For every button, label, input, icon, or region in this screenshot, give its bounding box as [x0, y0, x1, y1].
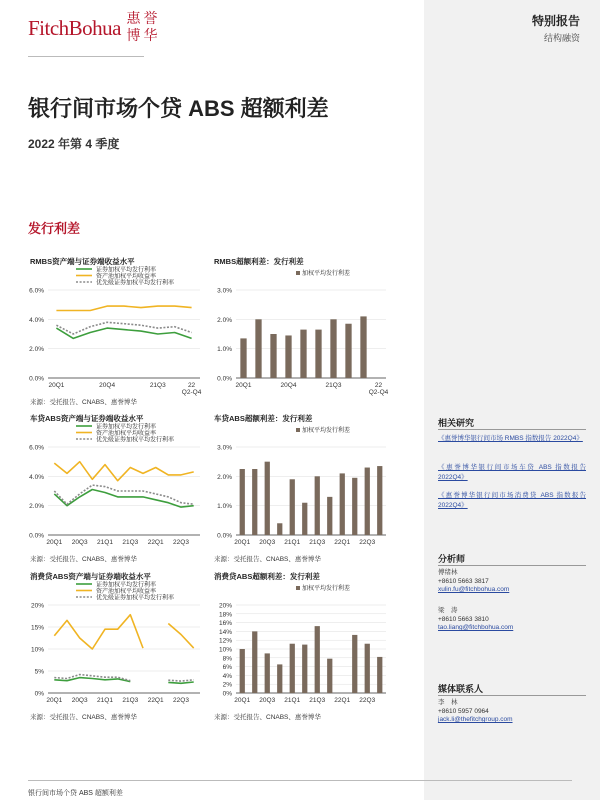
x-tick-label: 21Q3: [309, 539, 326, 546]
bar: [352, 478, 357, 535]
seal-char: 惠: [126, 11, 141, 27]
report-type: [532, 12, 580, 44]
x-tick-label: 21Q3: [122, 697, 139, 704]
x-tick-label: 20Q4: [280, 382, 297, 389]
divider: [438, 695, 586, 696]
bar: [315, 476, 320, 535]
consumer-spread-bar-chart: [214, 581, 388, 711]
bar: [270, 334, 276, 378]
fitchbohua-logo: [28, 8, 159, 48]
x-tick-label: 21Q3: [122, 539, 139, 546]
y-tick-label: 6.0%: [29, 287, 44, 295]
section-title: 发行利差: [28, 221, 81, 236]
bar: [327, 497, 332, 535]
bar: [240, 469, 245, 535]
seal-char: 华: [143, 28, 158, 44]
y-tick-label: 18%: [218, 611, 232, 619]
bar: [300, 330, 306, 378]
y-tick-label: 0%: [34, 690, 44, 698]
media-contact-heading: 媒体联系人: [438, 684, 484, 694]
x-tick-label: 20Q1: [48, 382, 65, 389]
media-name: 李 林: [438, 699, 458, 706]
x-tick-label: 20Q4: [99, 382, 116, 389]
chart-title: 消费贷ABS超额利差：发行利差: [214, 572, 320, 581]
y-tick-label: 20%: [218, 602, 232, 610]
bar: [277, 664, 282, 693]
chart-source: 来源：受托报告、CNABS、惠誉博华: [214, 714, 321, 721]
seal-char: 誉: [143, 11, 158, 27]
x-tick-label: 22Q3: [359, 697, 376, 704]
legend-swatch: [296, 271, 300, 275]
analyst-email[interactable]: xulin.fu@fitchbohua.com: [438, 586, 510, 593]
footer-text: 银行间市场个贷 ABS 超额利差: [28, 790, 123, 797]
chart-title: RMBS超额利差：发行利差: [214, 257, 304, 266]
bar: [365, 468, 370, 535]
chart-source: 来源：受托报告、CNABS、惠誉博华: [30, 714, 137, 721]
bar: [290, 644, 295, 693]
logo-seal: [125, 11, 159, 45]
legend-label: 优先级证券加权平均发行利率: [96, 280, 175, 287]
related-research-heading: 相关研究: [438, 418, 475, 428]
legend-label: 证券加权平均发行利率: [96, 424, 157, 431]
consumer-yield-line-chart: [30, 581, 212, 711]
x-tick-label: 20Q3: [71, 539, 88, 546]
bar: [315, 330, 321, 378]
rmbs-spread-bar-chart: [214, 266, 388, 398]
y-tick-label: 12%: [218, 637, 232, 645]
auto-spread-bar-chart: [214, 423, 388, 553]
chart-title: 车贷ABS资产端与证券端收益水平: [30, 414, 144, 423]
analyst-card: [438, 569, 509, 595]
y-tick-label: 0.0%: [217, 532, 232, 540]
y-tick-label: 10%: [30, 646, 44, 654]
chart-title: 车贷ABS超额利差：发行利差: [214, 414, 313, 423]
legend-label: 资产池加权平均收益率: [96, 430, 157, 437]
bar: [285, 335, 291, 378]
page-subtitle: 2022 年第 4 季度: [28, 137, 120, 151]
analyst-name: 梁 涛: [438, 607, 458, 614]
x-tick-label: 22: [374, 382, 383, 389]
series-line-2: [54, 462, 193, 481]
legend-swatch: [296, 428, 300, 432]
auto-yield-line-chart: [30, 423, 212, 553]
bar: [255, 319, 261, 378]
page-title: 银行间市场个贷 ABS 超额利差: [28, 96, 329, 121]
y-tick-label: 0.0%: [217, 375, 232, 383]
y-tick-label: 1.0%: [217, 503, 232, 511]
chart-title: 消费贷ABS资产端与证券端收益水平: [30, 572, 151, 581]
y-tick-label: 2.0%: [29, 346, 44, 354]
media-phone: +8610 5957 0964: [438, 707, 489, 715]
x-tick-label: 20Q1: [46, 539, 63, 546]
x-tick-label: 21Q3: [325, 382, 342, 389]
legend-label: 优先级证券加权平均发行利率: [96, 595, 175, 602]
y-tick-label: 4.0%: [29, 316, 44, 324]
y-tick-label: 10%: [218, 646, 232, 654]
series-line-3: [168, 680, 193, 681]
y-tick-label: 3.0%: [217, 444, 232, 452]
analyst-email[interactable]: tao.liang@fitchbohua.com: [438, 624, 514, 631]
bar: [345, 324, 351, 378]
y-tick-label: 2.0%: [217, 316, 232, 324]
y-tick-label: 16%: [218, 620, 232, 628]
bar: [377, 466, 382, 535]
legend-label: 资产池加权平均收益率: [96, 273, 157, 280]
bar: [327, 659, 332, 693]
series-line-1: [168, 682, 193, 683]
analyst-card: [438, 607, 513, 633]
x-tick-label: 22Q3: [359, 539, 376, 546]
y-tick-label: 5%: [34, 668, 44, 676]
bar: [277, 523, 282, 535]
series-line-3: [54, 485, 193, 504]
y-tick-label: 4%: [222, 672, 232, 680]
bar: [330, 319, 336, 378]
legend-label: 加权平均发行利差: [302, 585, 351, 592]
y-tick-label: 0.0%: [29, 532, 44, 540]
x-tick-label: 21Q3: [149, 382, 166, 389]
legend-label: 证券加权平均发行利率: [96, 267, 157, 274]
y-tick-label: 2.0%: [217, 473, 232, 481]
report-category: 结构融资: [543, 33, 580, 43]
bar: [240, 338, 246, 378]
bar: [360, 316, 366, 378]
bar: [240, 649, 245, 693]
legend-swatch: [296, 586, 300, 590]
x-tick-label: 21Q1: [97, 697, 113, 704]
y-tick-label: 3.0%: [217, 287, 232, 295]
x-tick-label: 20Q3: [259, 539, 276, 546]
legend-label: 资产池加权平均收益率: [96, 588, 157, 595]
x-tick-label: Q2-Q4: [181, 389, 202, 396]
sidebar-panel: [424, 0, 600, 800]
x-tick-label: 20Q3: [259, 697, 276, 704]
related-report-link[interactable]: 《惠誉博华银行间市场 RMBS 指数报告 2022Q4》: [438, 435, 583, 442]
chart-source: 来源：受托报告、CNABS、惠誉博华: [30, 556, 137, 563]
logo-divider: [28, 56, 144, 57]
x-tick-label: 22Q3: [173, 539, 189, 546]
bar: [302, 503, 307, 535]
analyst-phone: +8610 5663 3810: [438, 615, 489, 623]
y-tick-label: 2.0%: [29, 503, 44, 511]
x-tick-label: 22Q1: [334, 697, 351, 704]
bar: [265, 653, 270, 693]
media-email[interactable]: jack.li@thefitchgroup.com: [438, 716, 513, 723]
y-tick-label: 1.0%: [217, 346, 232, 354]
x-tick-label: 21Q1: [284, 539, 301, 546]
chart-source: 来源：受托报告、CNABS、惠誉博华: [214, 556, 321, 563]
divider: [438, 429, 586, 430]
y-tick-label: 6.0%: [29, 444, 44, 452]
logo-text: FitchBohua: [28, 15, 121, 40]
series-line-2: [56, 306, 191, 310]
bar: [352, 635, 357, 693]
legend-label: 加权平均发行利差: [302, 427, 351, 434]
legend-label: 加权平均发行利差: [302, 270, 351, 277]
y-tick-label: 20%: [30, 602, 44, 610]
y-tick-label: 0.0%: [29, 375, 44, 383]
y-tick-label: 4.0%: [29, 473, 44, 481]
series-line-2: [54, 615, 143, 649]
x-tick-label: 20Q1: [46, 697, 63, 704]
legend-label: 优先级证券加权平均发行利率: [96, 437, 175, 444]
seal-char: 博: [126, 28, 141, 44]
bar: [340, 473, 345, 535]
related-report-link[interactable]: 《惠誉博华银行间市场消费贷 ABS 指数报告 2022Q4》: [438, 492, 586, 509]
report-type-label: 特别报告: [531, 14, 580, 28]
x-tick-label: 21Q3: [309, 697, 326, 704]
bar: [252, 469, 257, 535]
bar: [302, 645, 307, 693]
chart-title: RMBS资产端与证券端收益水平: [30, 257, 135, 266]
y-tick-label: 6%: [222, 664, 232, 672]
analyst-heading: 分析师: [438, 554, 466, 564]
x-tick-label: 22Q1: [147, 539, 164, 546]
y-tick-label: 8%: [222, 655, 232, 663]
rmbs-yield-line-chart: [30, 266, 212, 398]
analyst-name: 傅绪林: [438, 569, 458, 576]
x-tick-label: 22: [187, 382, 196, 389]
y-tick-label: 15%: [30, 624, 44, 632]
x-tick-label: 22Q1: [147, 697, 164, 704]
x-tick-label: 20Q1: [234, 697, 251, 704]
series-line-1: [54, 490, 193, 508]
y-tick-label: 14%: [218, 628, 232, 636]
divider: [438, 565, 586, 566]
bar: [290, 479, 295, 535]
y-tick-label: 2%: [222, 681, 232, 689]
chart-source: 来源：受托报告、CNABS、惠誉博华: [30, 399, 137, 406]
legend-label: 证券加权平均发行利率: [96, 582, 157, 589]
x-tick-label: 21Q1: [97, 539, 113, 546]
x-tick-label: 22Q3: [173, 697, 189, 704]
x-tick-label: 22Q1: [334, 539, 351, 546]
x-tick-label: 21Q1: [284, 697, 301, 704]
bar: [315, 626, 320, 693]
bar: [265, 462, 270, 535]
media-contact-card: [438, 699, 513, 725]
x-tick-label: 20Q1: [234, 539, 251, 546]
analyst-phone: +8610 5663 3817: [438, 577, 489, 585]
bar: [365, 644, 370, 693]
x-tick-label: 20Q1: [235, 382, 252, 389]
x-tick-label: Q2-Q4: [368, 389, 389, 396]
footer-divider: [28, 780, 572, 781]
related-report-link[interactable]: 《惠誉博华银行间市场车贷 ABS 指数报告 2022Q4》: [438, 464, 586, 481]
y-tick-label: 0%: [222, 690, 232, 698]
bar: [252, 631, 257, 693]
x-tick-label: 20Q3: [71, 697, 88, 704]
bar: [377, 657, 382, 693]
